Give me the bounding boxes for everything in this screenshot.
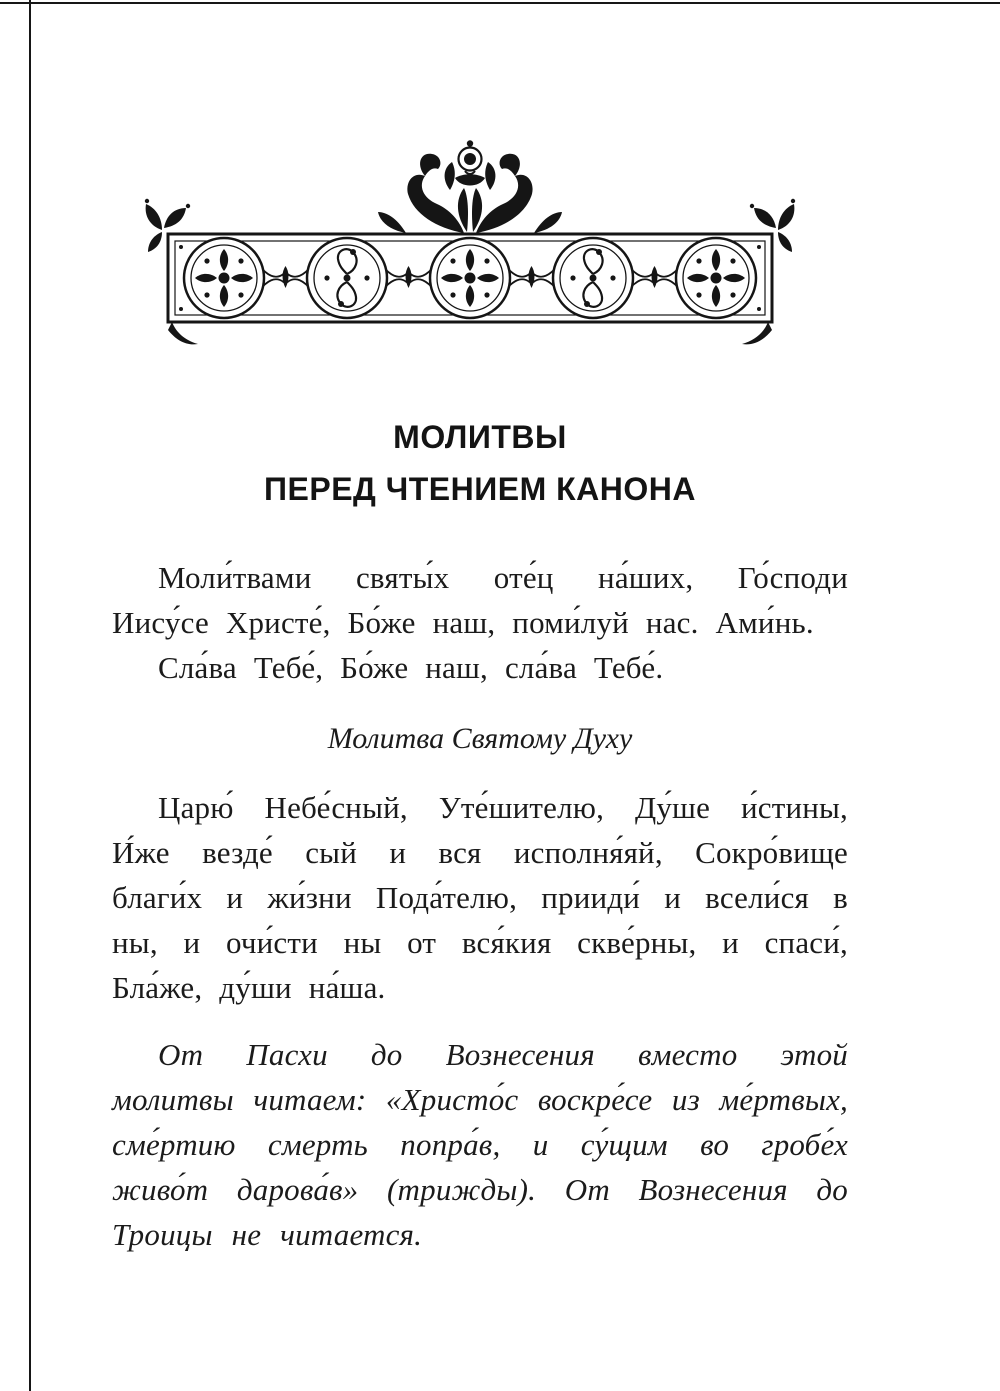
page-edge-top-line bbox=[0, 2, 1000, 4]
rosette-medallion bbox=[676, 238, 756, 318]
holy-spirit-prayer-heading: Молитва Святому Духу bbox=[327, 722, 633, 755]
rosette-medallion bbox=[184, 238, 264, 318]
holy-spirit-prayer-text: Царю́ Небе́сный, Уте́шителю, Ду́ше и́стины, И́же везде́ сый и вся исполня́яй, Сокро́вище благи́х и жи́зни Пода́телю, прииди́ и всели́ся в ны, и очи́сти ны от вся́кия скве́рны, и спаси́, Бла́же, ду́ши на́ша. bbox=[112, 790, 848, 1005]
text-column bbox=[0, 353, 1000, 1257]
bottom-left-flourish bbox=[168, 322, 198, 344]
title-line-2: ПЕРЕД ЧТЕНИЕМ КАНОНА bbox=[264, 471, 696, 507]
crown-finial-ornament bbox=[378, 140, 562, 233]
opening-prayer-paragraph: Моли́твами святы́х оте́ц на́ших, Го́споди Иису́се Христе́, Бо́же наш, поми́луй нас. Ами́нь. bbox=[112, 560, 848, 640]
glory-prayer-paragraph: Сла́ва Тебе́, Бо́же наш, сла́ва Тебе́. bbox=[158, 650, 664, 685]
rosette-medallion bbox=[430, 238, 510, 318]
title-line-1: МОЛИТВЫ bbox=[393, 419, 567, 455]
scroll-medallion bbox=[307, 238, 387, 318]
floral-headpiece-ornament bbox=[128, 138, 812, 353]
ornamental-headpiece bbox=[128, 138, 812, 353]
paschal-rubric-note: От Пасхи до Вознесения вместо этой молитвы читаем: «Христо́с воскре́се из ме́ртвых, сме́ртию смерть попра́в, и су́щим во гробе́х живо́т дарова́в» (трижды). От Вознесения до Троицы не читается. bbox=[112, 1037, 848, 1252]
page-title bbox=[112, 411, 848, 515]
scroll-medallion bbox=[553, 238, 633, 318]
bottom-right-flourish bbox=[742, 322, 772, 344]
